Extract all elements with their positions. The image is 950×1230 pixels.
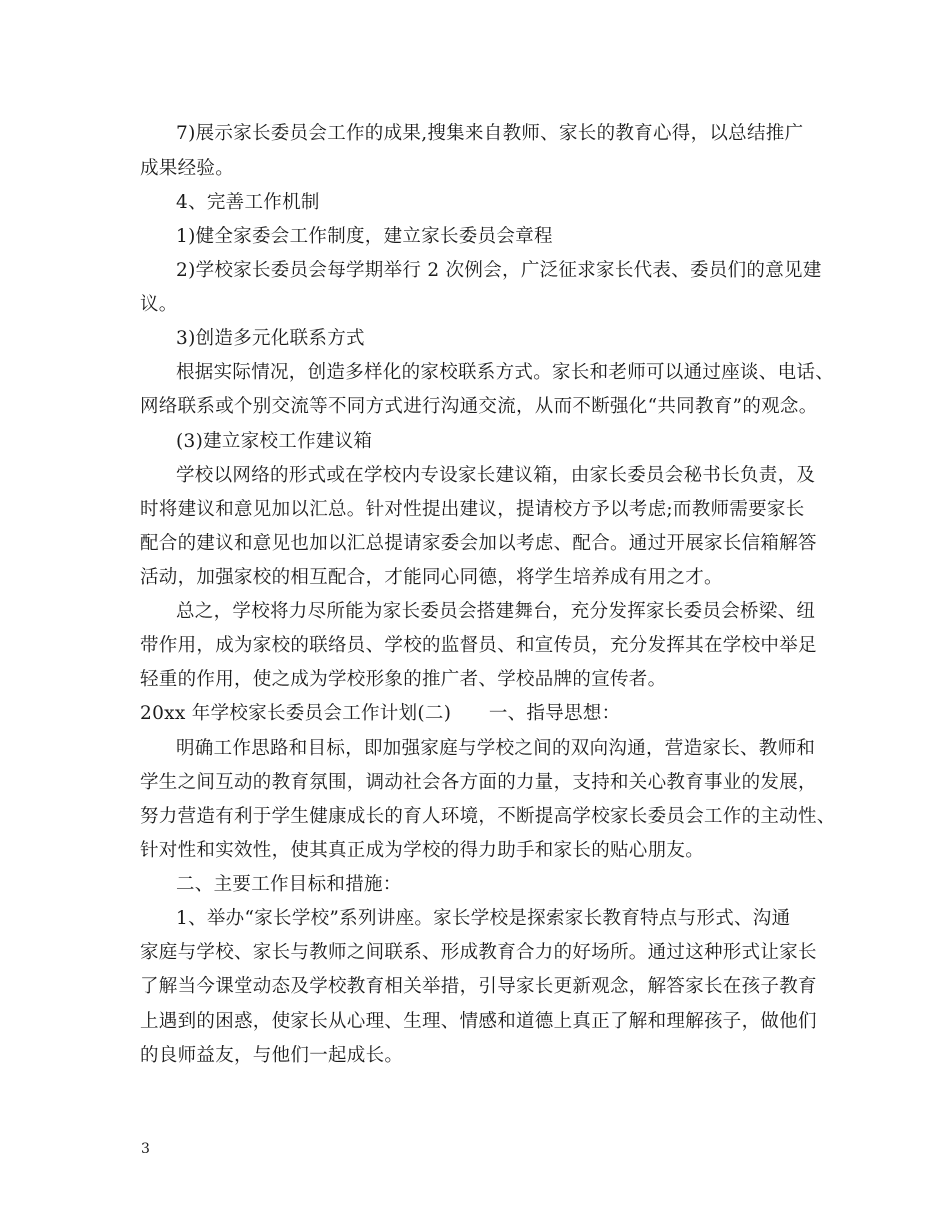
paragraph-line: 带作用，成为家校的联络员、学校的监督员、和宣传员，充分发挥其在学校中举足 <box>140 635 817 656</box>
paragraph-line: 1、举办“家长学校”系列讲座。家长学校是探索家长教育特点与形式、沟通 <box>176 908 791 929</box>
paragraph-line: 了解当今课堂动态及学校教育相关举措，引导家长更新观念，解答家长在孩子教育 <box>140 976 817 997</box>
list-item: 3)创造多元化联系方式 <box>176 328 365 349</box>
paragraph-line: 总之，学校将力尽所能为家长委员会搭建舞台，充分发挥家长委员会桥梁、纽 <box>176 601 816 622</box>
paragraph-line: 活动，加强家校的相互配合，才能同心同德，将学生培养成有用之才。 <box>140 567 723 588</box>
paragraph-line: 针对性和实效性，使其真正成为学校的得力助手和家长的贴心朋友。 <box>140 840 705 861</box>
paragraph-line: 轻重的作用，使之成为学校形象的推广者、学校品牌的宣传者。 <box>140 669 667 690</box>
section-heading: 4、完善工作机制 <box>176 192 320 213</box>
list-item: (3)建立家校工作建议箱 <box>176 431 373 452</box>
section-heading: 二、主要工作目标和措施： <box>176 874 402 895</box>
paragraph-line: 家庭与学校、家长与教师之间联系、形成教育合力的好场所。通过这种形式让家长 <box>140 942 817 963</box>
paragraph-line: 明确工作思路和目标，即加强家庭与学校之间的双向沟通，营造家长、教师和 <box>176 738 816 759</box>
page-number: 3 <box>141 1141 150 1157</box>
paragraph-line: 网络联系或个别交流等不同方式进行沟通交流，从而不断强化“共同教育”的观念。 <box>140 396 818 417</box>
paragraph-line: 成果经验。 <box>140 158 235 179</box>
list-item: 2)学校家长委员会每学期举行 2 次例会，广泛征求家长代表、委员们的意见建 <box>176 260 822 281</box>
paragraph-line: 根据实际情况，创造多样化的家校联系方式。家长和老师可以通过座谈、电话、 <box>176 362 835 383</box>
paragraph-line: 上遇到的困惑，使家长从心理、生理、情感和道德上真正了解和理解孩子，做他们 <box>140 1011 817 1032</box>
paragraph-line: 7)展示家长委员会工作的成果,搜集来自教师、家长的教育心得，以总结推广 <box>176 123 804 144</box>
paragraph-line: 配合的建议和意见也加以汇总提请家委会加以考虑、配合。通过开展家长信箱解答 <box>140 533 817 554</box>
list-item: 1)健全家委会工作制度，建立家长委员会章程 <box>176 226 553 247</box>
paragraph-line: 议。 <box>140 294 178 315</box>
paragraph-line: 的良师益友，与他们一起成长。 <box>140 1045 404 1066</box>
paragraph-line: 学生之间互动的教育氛围，调动社会各方面的力量，支持和关心教育事业的发展， <box>140 772 817 793</box>
section-title: 20xx 年学校家长委员会工作计划(二) 一、指导思想： <box>140 703 621 724</box>
paragraph-line: 努力营造有利于学生健康成长的育人环境，不断提高学校家长委员会工作的主动性、 <box>140 806 836 827</box>
paragraph-line: 学校以网络的形式或在学校内专设家长建议箱，由家长委员会秘书长负责，及 <box>176 465 816 486</box>
paragraph-line: 时将建议和意见加以汇总。针对性提出建议，提请校方予以考虑;而教师需要家长 <box>140 499 805 520</box>
